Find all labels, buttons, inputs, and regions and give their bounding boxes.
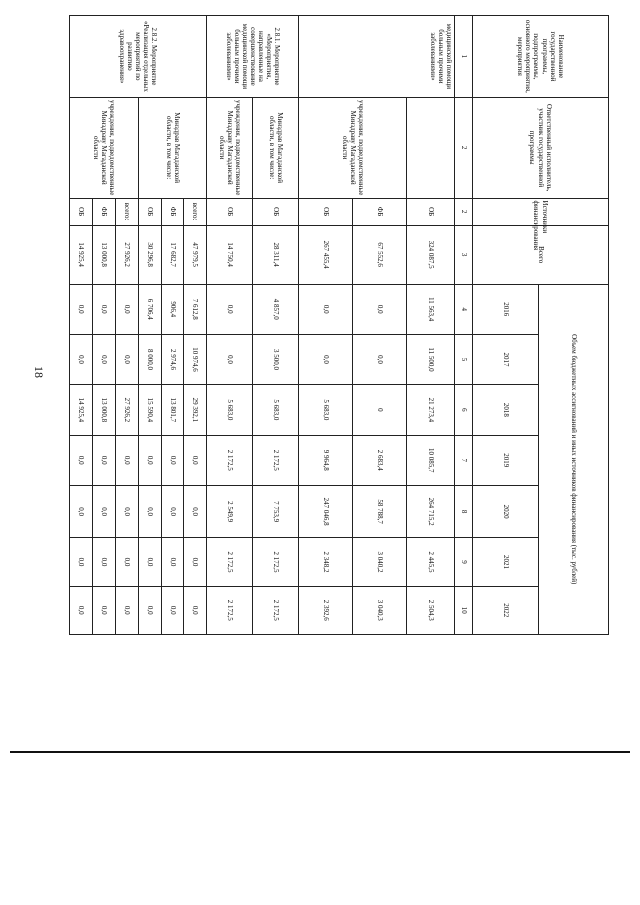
cell-value: 0,0 bbox=[92, 538, 115, 586]
cell-total: 47 979,5 bbox=[184, 225, 207, 284]
page-number: 18 bbox=[32, 366, 46, 378]
column-index: 2 bbox=[455, 97, 473, 198]
cell-total: 324 087,5 bbox=[407, 225, 455, 284]
cell-value: 2 348,2 bbox=[298, 538, 352, 586]
header-year: 2017 bbox=[473, 334, 539, 384]
cell-value: 0,0 bbox=[92, 435, 115, 485]
header-year: 2022 bbox=[473, 586, 539, 634]
header-executor: Ответственный исполнитель, участник государственной программы bbox=[473, 97, 609, 198]
cell-value: 2 172,5 bbox=[207, 586, 253, 634]
cell-value: 0,0 bbox=[207, 284, 253, 334]
cell-value: 0,0 bbox=[92, 284, 115, 334]
cell-value: 264 715,2 bbox=[407, 485, 455, 537]
cell-value: 0,0 bbox=[70, 334, 93, 384]
cell-value: 7 612,8 bbox=[184, 284, 207, 334]
cell-value: 9 964,8 bbox=[298, 435, 352, 485]
row-source: ОБ bbox=[70, 198, 93, 225]
column-index: 7 bbox=[455, 435, 473, 485]
row-source: ОБ bbox=[253, 198, 299, 225]
cell-value: 0,0 bbox=[138, 435, 161, 485]
cell-value: 2 172,5 bbox=[207, 538, 253, 586]
cell-value: 0,0 bbox=[353, 284, 407, 334]
header-year: 2021 bbox=[473, 538, 539, 586]
cell-value: 2 172,5 bbox=[253, 435, 299, 485]
cell-value: 6 706,4 bbox=[138, 284, 161, 334]
row-source: всего: bbox=[184, 198, 207, 225]
header-total: Всего bbox=[473, 225, 609, 284]
column-index: 9 bbox=[455, 538, 473, 586]
cell-value: 0,0 bbox=[115, 284, 138, 334]
cell-value: 0,0 bbox=[298, 334, 352, 384]
cell-total: 14 925,4 bbox=[70, 225, 93, 284]
cell-value: 5 683,0 bbox=[207, 385, 253, 435]
cell-value: 11 563,4 bbox=[407, 284, 455, 334]
column-index: 4 bbox=[455, 284, 473, 334]
cell-value: 0,0 bbox=[298, 284, 352, 334]
cell-total: 67 552,6 bbox=[353, 225, 407, 284]
cell-value: 0,0 bbox=[70, 435, 93, 485]
cell-value: 2 549,9 bbox=[207, 485, 253, 537]
cell-value: 0,0 bbox=[207, 334, 253, 384]
cell-value: 11 500,0 bbox=[407, 334, 455, 384]
column-index: 2 bbox=[455, 198, 473, 225]
cell-value: 13 801,7 bbox=[161, 385, 184, 435]
row-name: медицинской помощи больным прочими заболеваниями» bbox=[298, 16, 454, 98]
cell-value: 7 753,9 bbox=[253, 485, 299, 537]
cell-value: 0,0 bbox=[161, 485, 184, 537]
row-source: всего: bbox=[115, 198, 138, 225]
cell-value: 0,0 bbox=[70, 538, 93, 586]
header-source: Источники финансирования bbox=[473, 198, 609, 225]
cell-total: 13 000,8 bbox=[92, 225, 115, 284]
cell-value: 2 172,5 bbox=[253, 538, 299, 586]
header-volume: Объем бюджетных ассигнований и иных источников финансирования (тыс. рублей) bbox=[539, 284, 609, 634]
cell-value: 0,0 bbox=[161, 538, 184, 586]
cell-total: 27 926,2 bbox=[115, 225, 138, 284]
cell-value: 0,0 bbox=[92, 334, 115, 384]
header-year: 2018 bbox=[473, 385, 539, 435]
column-index: 5 bbox=[455, 334, 473, 384]
row-source: ОБ bbox=[298, 198, 352, 225]
cell-value: 5 683,0 bbox=[298, 385, 352, 435]
cell-value: 14 925,4 bbox=[70, 385, 93, 435]
row-executor: учреждения, подведомственные Минздраву Магаданской области bbox=[298, 97, 406, 198]
cell-value: 10 974,6 bbox=[184, 334, 207, 384]
cell-value: 0,0 bbox=[353, 334, 407, 384]
cell-value: 0,0 bbox=[115, 538, 138, 586]
cell-value: 13 000,8 bbox=[92, 385, 115, 435]
cell-value: 0,0 bbox=[92, 485, 115, 537]
cell-value: 2 172,5 bbox=[207, 435, 253, 485]
cell-value: 0,0 bbox=[115, 586, 138, 634]
row-source: ОБ bbox=[207, 198, 253, 225]
row-executor: Минздрав Магаданской области, в том числе: bbox=[253, 97, 299, 198]
cell-value: 21 273,4 bbox=[407, 385, 455, 435]
cell-value: 0,0 bbox=[92, 586, 115, 634]
row-executor: Минздрав Магаданской области, в том числе: bbox=[138, 97, 207, 198]
cell-value: 2 504,3 bbox=[407, 586, 455, 634]
cell-value: 0,0 bbox=[115, 334, 138, 384]
cell-value: 0 bbox=[353, 385, 407, 435]
cell-value: 3 040,3 bbox=[353, 586, 407, 634]
cell-value: 0,0 bbox=[115, 485, 138, 537]
header-year: 2016 bbox=[473, 284, 539, 334]
cell-value: 0,0 bbox=[161, 586, 184, 634]
cell-value: 0,0 bbox=[70, 485, 93, 537]
row-source: ОБ bbox=[407, 198, 455, 225]
column-index: 10 bbox=[455, 586, 473, 634]
header-name: Наименование государственной программы, подпрограммы, основного мероприятия, мероприятия bbox=[473, 16, 609, 98]
cell-value: 8 000,0 bbox=[138, 334, 161, 384]
row-source: ФБ bbox=[353, 198, 407, 225]
cell-total: 28 311,4 bbox=[253, 225, 299, 284]
cell-value: 2 445,5 bbox=[407, 538, 455, 586]
horizontal-rule bbox=[10, 751, 630, 753]
header-year: 2020 bbox=[473, 485, 539, 537]
header-year: 2019 bbox=[473, 435, 539, 485]
cell-value: 247 046,8 bbox=[298, 485, 352, 537]
cell-value: 4 857,0 bbox=[253, 284, 299, 334]
cell-value: 0,0 bbox=[138, 485, 161, 537]
cell-value: 0,0 bbox=[138, 538, 161, 586]
row-source: ФБ bbox=[161, 198, 184, 225]
budget-table bbox=[69, 15, 609, 635]
cell-value: 2 172,5 bbox=[253, 586, 299, 634]
column-index: 8 bbox=[455, 485, 473, 537]
cell-total: 14 750,4 bbox=[207, 225, 253, 284]
column-index: 1 bbox=[455, 16, 473, 98]
cell-value: 2 974,6 bbox=[161, 334, 184, 384]
cell-value: 0,0 bbox=[70, 284, 93, 334]
cell-total: 17 682,7 bbox=[161, 225, 184, 284]
cell-value: 0,0 bbox=[138, 586, 161, 634]
cell-value: 29 392,1 bbox=[184, 385, 207, 435]
cell-value: 2 683,4 bbox=[353, 435, 407, 485]
row-name: 2.8.1. Мероприятие «Мероприятия, направленные на совершенствование медицинской помощи больным прочими заболеваниями» bbox=[207, 16, 299, 98]
cell-total: 30 296,8 bbox=[138, 225, 161, 284]
cell-value: 0,0 bbox=[70, 586, 93, 634]
column-index: 3 bbox=[455, 225, 473, 284]
cell-value: 27 926,2 bbox=[115, 385, 138, 435]
cell-value: 15 590,4 bbox=[138, 385, 161, 435]
row-source: ОБ bbox=[138, 198, 161, 225]
budget-table-container bbox=[69, 15, 609, 635]
cell-value: 906,4 bbox=[161, 284, 184, 334]
row-source: ФБ bbox=[92, 198, 115, 225]
row-executor bbox=[407, 97, 455, 198]
row-executor: учреждения, подведомственные Минздраву Магаданской области bbox=[70, 97, 139, 198]
row-name: 2.8.2. Мероприятие «Реализация отдельных мероприятий по развитию здравоохранения» bbox=[70, 16, 207, 98]
cell-value: 0,0 bbox=[161, 435, 184, 485]
cell-value: 5 683,0 bbox=[253, 385, 299, 435]
cell-value: 0,0 bbox=[184, 538, 207, 586]
cell-value: 58 788,7 bbox=[353, 485, 407, 537]
row-executor: учреждения, подведомственные Минздраву Магаданской области bbox=[207, 97, 253, 198]
cell-total: 267 455,4 bbox=[298, 225, 352, 284]
cell-value: 3 500,0 bbox=[253, 334, 299, 384]
cell-value: 0,0 bbox=[184, 435, 207, 485]
column-index: 6 bbox=[455, 385, 473, 435]
cell-value: 10 085,7 bbox=[407, 435, 455, 485]
cell-value: 0,0 bbox=[184, 485, 207, 537]
cell-value: 0,0 bbox=[115, 435, 138, 485]
cell-value: 2 392,6 bbox=[298, 586, 352, 634]
cell-value: 3 040,2 bbox=[353, 538, 407, 586]
cell-value: 0,0 bbox=[184, 586, 207, 634]
